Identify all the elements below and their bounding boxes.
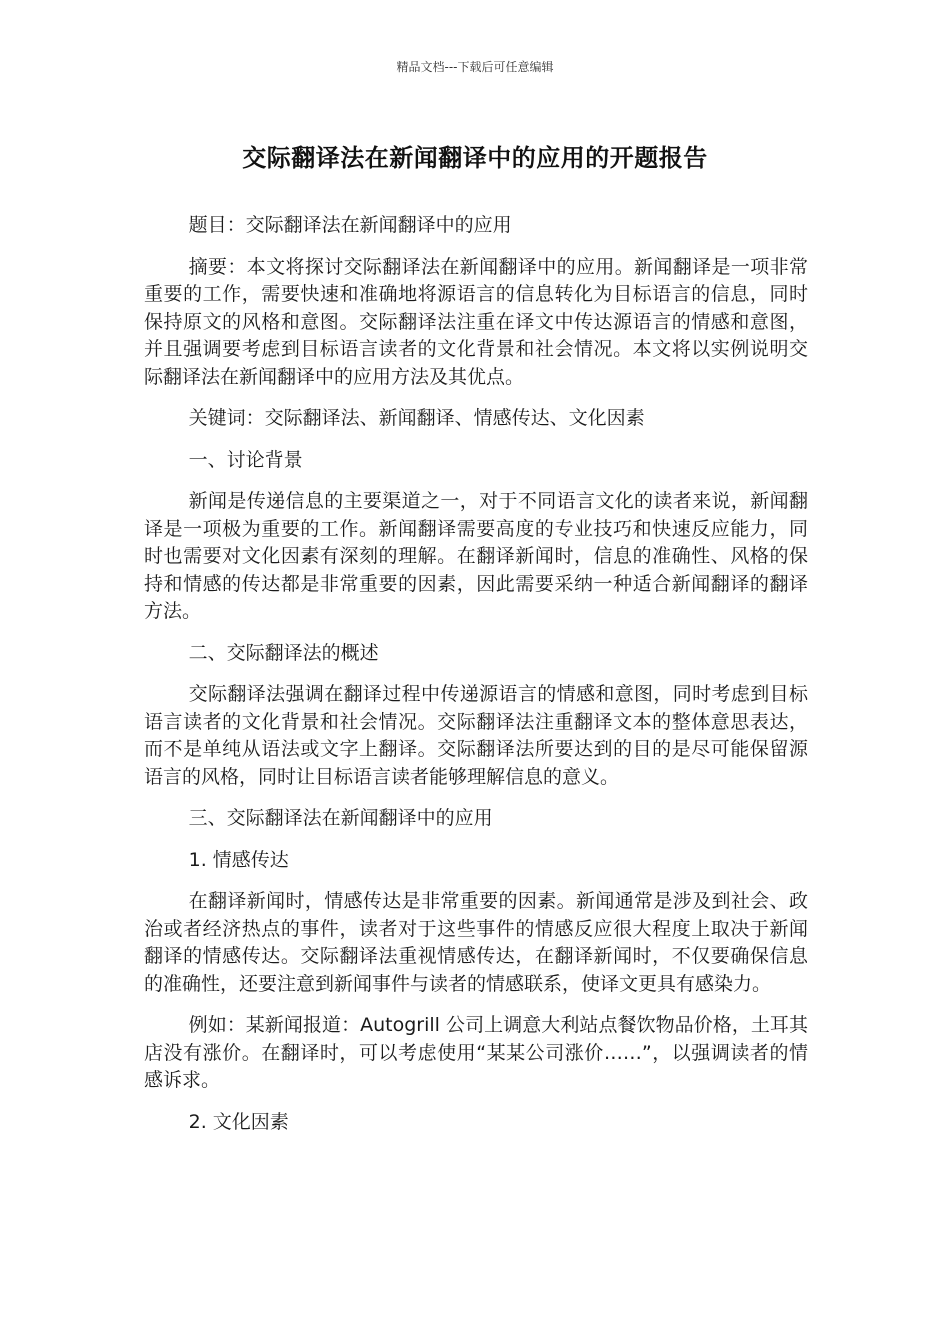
- document-title: 交际翻译法在新闻翻译中的应用的开题报告: [242, 144, 708, 172]
- subsection-1-heading: 1. 情感传达: [188, 848, 289, 871]
- section-1-heading: 一、讨论背景: [188, 448, 303, 471]
- section-2-paragraph: 交际翻译法强调在翻译过程中传递源语言的情感和意图，同时考虑到目标语言读者的文化背景和社会情况。交际翻译法注重翻译文本的整体意思表达，而不是单纯从语法或文字上翻译。交际翻译法所要达到的目的是尽可能保留源语言的风格，同时让目标语言读者能够理解信息的意义。: [144, 683, 808, 788]
- subsection-2-heading: 2. 文化因素: [188, 1110, 289, 1133]
- keywords-line: 关键词：交际翻译法、新闻翻译、情感传达、文化因素: [188, 407, 645, 429]
- topic-line: 题目：交际翻译法在新闻翻译中的应用: [188, 214, 512, 236]
- abstract-paragraph: 摘要：本文将探讨交际翻译法在新闻翻译中的应用。新闻翻译是一项非常重要的工作，需要快速和准确地将源语言的信息转化为目标语言的信息，同时保持原文的风格和意图。交际翻译法注重在译文中传达源语言的情感和意图，并且强调要考虑到目标语言读者的文化背景和社会情况。本文将以实例说明交际翻译法在新闻翻译中的应用方法及其优点。: [144, 255, 808, 388]
- section-3-heading: 三、交际翻译法在新闻翻译中的应用: [188, 807, 493, 829]
- header-note: 精品文档---下载后可任意编辑: [396, 60, 554, 74]
- section-2-heading: 二、交际翻译法的概述: [188, 641, 379, 664]
- subsection-1-paragraph: 在翻译新闻时，情感传达是非常重要的因素。新闻通常是涉及到社会、政治或者经济热点的事件，读者对于这些事件的情感反应很大程度上取决于新闻翻译的情感传达。交际翻译法重视情感传达，在翻译新闻时，不仅要确保信息的准确性，还要注意到新闻事件与读者的情感联系，使译文更具有感染力。: [144, 890, 808, 995]
- document-body: [144, 212, 808, 1150]
- subsection-1-example: 例如：某新闻报道：Autogrill 公司上调意大利站点餐饮物品价格，土耳其店没有涨价。在翻译时，可以考虑使用“某某公司涨价……”，以强调读者的情感诉求。: [144, 1014, 808, 1091]
- section-1-paragraph: 新闻是传递信息的主要渠道之一，对于不同语言文化的读者来说，新闻翻译是一项极为重要的工作。新闻翻译需要高度的专业技巧和快速反应能力，同时也需要对文化因素有深刻的理解。在翻译新闻时，信息的准确性、风格的保持和情感的传达都是非常重要的因素，因此需要采纳一种适合新闻翻译的翻译方法。: [144, 490, 808, 622]
